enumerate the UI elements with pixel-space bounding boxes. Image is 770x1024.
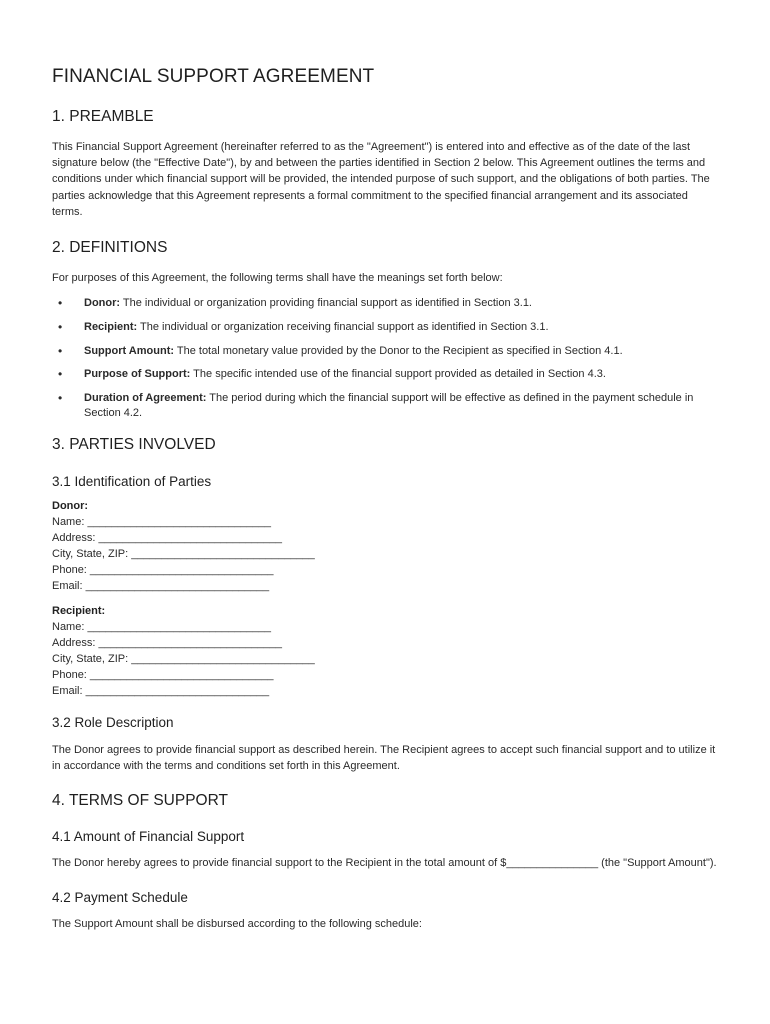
definitions-heading: 2. DEFINITIONS bbox=[52, 239, 168, 257]
donor-block bbox=[52, 498, 717, 594]
donor-phone-field: Phone: ______________________________ bbox=[52, 563, 274, 576]
amount-heading: 4.1 Amount of Financial Support bbox=[52, 829, 245, 845]
list-item bbox=[52, 344, 717, 360]
agreement-document bbox=[52, 66, 717, 932]
schedule-text: The Support Amount shall be disbursed according to the following schedule: bbox=[52, 917, 422, 930]
donor-email-field: Email: ______________________________ bbox=[52, 579, 270, 592]
definitions-list bbox=[52, 296, 717, 422]
recipient-label: Recipient: bbox=[52, 604, 106, 617]
parties-heading: 3. PARTIES INVOLVED bbox=[52, 435, 216, 453]
preamble-section bbox=[52, 108, 717, 220]
recipient-email-field: Email: ______________________________ bbox=[52, 684, 270, 697]
recipient-address-field: Address: ______________________________ bbox=[52, 636, 282, 649]
bullet-icon: • bbox=[58, 343, 63, 358]
bullet-icon: • bbox=[58, 367, 63, 382]
bullet-icon: • bbox=[58, 390, 63, 405]
document-title: FINANCIAL SUPPORT AGREEMENT bbox=[52, 66, 375, 87]
bullet-icon: • bbox=[58, 296, 63, 311]
amount-text: The Donor hereby agrees to provide financial support to the Recipient in the total amount of $_______________ (the "Support Amount"). bbox=[52, 857, 717, 870]
definition-term: Donor: bbox=[84, 297, 121, 310]
preamble-text: This Financial Support Agreement (hereinafter referred to as the "Agreement") is entered into and effective as of the date of the last signature below (the "Effective Date"), by and between the parties identified in Section 2 below. This Agreement outlines the terms and conditions under which financial support will be provided, the intended purpose of such support, and the obligations of both parties. The parties acknowledge that this Agreement represents a formal commitment to the specified financial arrangement and its associated terms. bbox=[52, 141, 710, 218]
definition-term: Recipient: bbox=[84, 320, 138, 333]
parties-section bbox=[52, 436, 717, 774]
definition-text: The specific intended use of the financial support provided as detailed in Section 4.3. bbox=[190, 368, 606, 381]
preamble-heading: 1. PREAMBLE bbox=[52, 108, 154, 125]
definition-text: The total monetary value provided by the Donor to the Recipient as specified in Section 4.1. bbox=[174, 344, 623, 357]
definition-term: Support Amount: bbox=[84, 344, 175, 357]
list-item bbox=[52, 367, 717, 383]
donor-address-field: Address: ______________________________ bbox=[52, 531, 282, 544]
recipient-block bbox=[52, 603, 717, 699]
definitions-intro: For purposes of this Agreement, the following terms shall have the meanings set forth below: bbox=[52, 272, 503, 285]
recipient-name-field: Name: ______________________________ bbox=[52, 620, 271, 633]
definition-text: The period during which the financial support will be effective as defined in the payment schedule in Section 4.2. bbox=[84, 391, 694, 420]
recipient-phone-field: Phone: ______________________________ bbox=[52, 668, 274, 681]
schedule-heading: 4.2 Payment Schedule bbox=[52, 889, 188, 905]
definitions-section bbox=[52, 239, 717, 422]
definition-term: Duration of Agreement: bbox=[84, 391, 207, 404]
definition-term: Purpose of Support: bbox=[84, 368, 191, 381]
identification-heading: 3.1 Identification of Parties bbox=[52, 473, 212, 489]
definition-text: The individual or organization receiving financial support as identified in Section 3.1. bbox=[137, 320, 549, 333]
bullet-icon: • bbox=[58, 319, 63, 334]
donor-city-field: City, State, ZIP: ______________________________ bbox=[52, 547, 315, 560]
donor-label: Donor: bbox=[52, 499, 89, 512]
terms-heading: 4. TERMS OF SUPPORT bbox=[52, 792, 228, 810]
definition-text: The individual or organization providing financial support as identified in Section 3.1. bbox=[120, 297, 532, 310]
list-item bbox=[52, 296, 717, 312]
list-item bbox=[52, 391, 717, 422]
terms-section bbox=[52, 792, 717, 931]
donor-name-field: Name: ______________________________ bbox=[52, 515, 271, 528]
recipient-city-field: City, State, ZIP: ______________________________ bbox=[52, 652, 315, 665]
role-heading: 3.2 Role Description bbox=[52, 714, 174, 730]
role-text: The Donor agrees to provide financial support as described herein. The Recipient agrees to accept such financial support and to utilize it in accordance with the terms and conditions set forth in this Agreement. bbox=[52, 743, 716, 773]
list-item bbox=[52, 320, 717, 336]
